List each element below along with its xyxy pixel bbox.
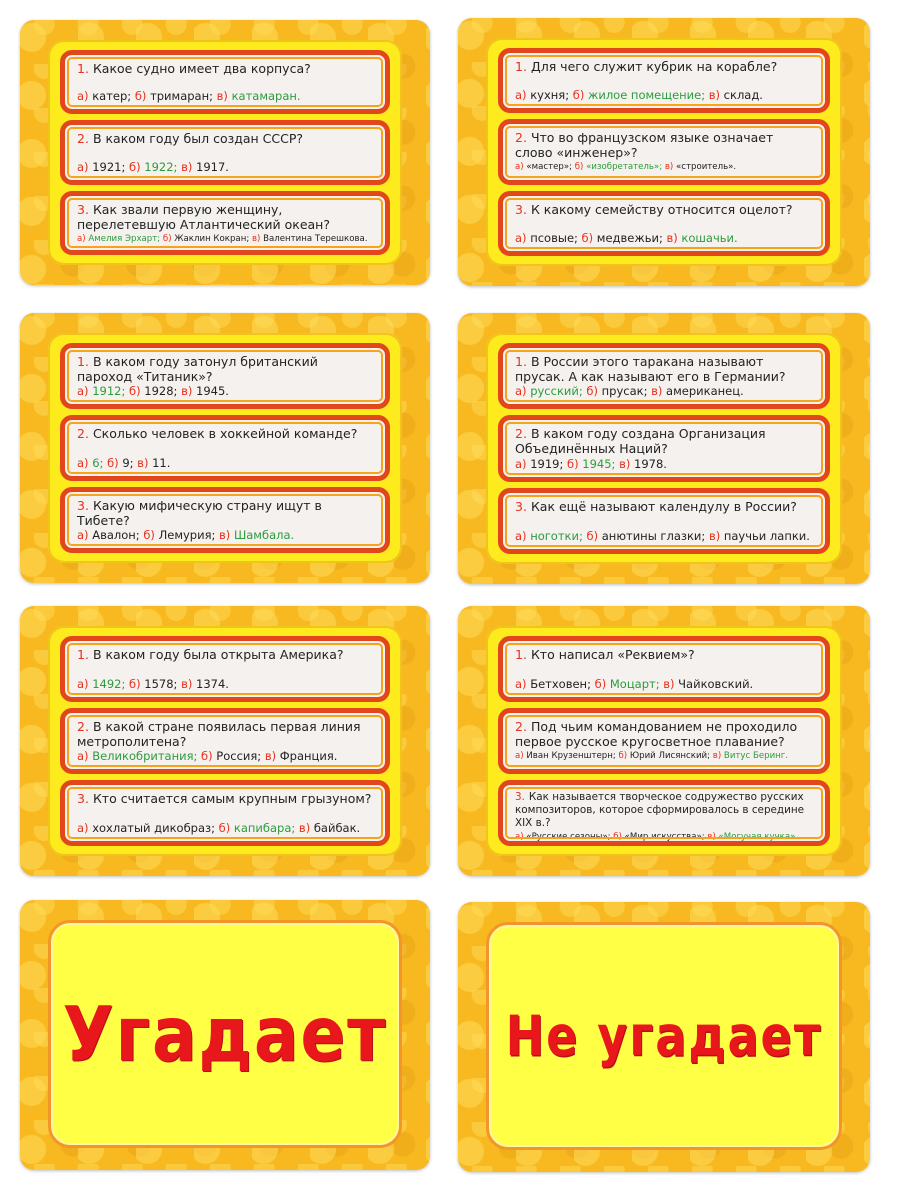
answers-line xyxy=(77,232,373,246)
answers-line xyxy=(77,528,373,542)
question-number: 1. xyxy=(515,354,527,369)
question-box xyxy=(60,636,390,702)
answer-letter: б) xyxy=(201,749,213,763)
answer-option: хохлатый дикобраз; xyxy=(92,821,215,835)
answer-letter: а) xyxy=(515,384,527,399)
answers-line xyxy=(77,384,373,398)
answer-letter: в) xyxy=(251,233,261,244)
answers-line xyxy=(515,88,813,102)
answer-letter: а) xyxy=(515,162,524,173)
question-number: 2. xyxy=(515,130,527,146)
question-text-line xyxy=(77,131,373,146)
answers-line xyxy=(515,749,813,763)
guess-card-inner xyxy=(48,920,402,1148)
question-text: Какую мифическую страну ищут в Тибете? xyxy=(77,498,322,528)
answer-option: Иван Крузенштерн; xyxy=(526,751,616,761)
answer-letter: в) xyxy=(712,751,722,761)
answer-option: «Русские сезоны»; xyxy=(526,832,611,842)
correct-answer: Великобритания; xyxy=(92,749,198,763)
answer-letter: а) xyxy=(77,89,89,104)
answer-letter: б) xyxy=(162,233,172,244)
question-number: 3. xyxy=(515,498,527,514)
no-guess-card-inner xyxy=(486,922,842,1150)
correct-answer: жилое помещение; xyxy=(587,88,706,103)
question-number: 2. xyxy=(77,426,89,441)
answer-option: 1919; xyxy=(530,456,564,471)
question-box xyxy=(498,48,830,113)
question-text-line xyxy=(77,719,373,749)
correct-answer: Амелия Эрхарт; xyxy=(88,233,161,244)
answer-letter: в) xyxy=(666,230,678,245)
question-text: Под чьим командованием не проходило первое русское кругосветное плавание? xyxy=(515,719,798,749)
answer-letter: в) xyxy=(181,159,193,174)
answer-option: Жаклин Кокран; xyxy=(174,233,250,244)
answers-line xyxy=(515,384,813,398)
answer-option: «мастер»; xyxy=(526,162,572,173)
question-box xyxy=(60,487,390,553)
correct-answer: катамаран. xyxy=(231,89,301,104)
question-number: 1. xyxy=(77,354,89,369)
answer-letter: а) xyxy=(515,456,527,471)
answer-option: байбак. xyxy=(313,821,361,835)
correct-answer: кошачьи. xyxy=(681,230,738,245)
question-text-line xyxy=(515,426,813,456)
question-number: 1. xyxy=(515,647,527,662)
correct-answer: Витус Беринг. xyxy=(723,751,789,761)
answer-letter: б) xyxy=(129,384,141,398)
answer-option: 1578; xyxy=(144,677,178,691)
question-text: В каком году была открыта Америка? xyxy=(92,647,344,662)
question-box xyxy=(60,708,390,774)
answer-option: анютины глазки; xyxy=(601,528,706,543)
answer-letter: а) xyxy=(515,528,527,543)
question-text-line xyxy=(77,202,373,232)
answer-option: склад. xyxy=(723,88,763,103)
question-text-line xyxy=(77,354,373,384)
answer-option: «Мир искусства»; xyxy=(624,832,705,842)
answer-option: прусак; xyxy=(601,384,648,399)
question-text: В России этого таракана называют прусак. А как называют его в Германии? xyxy=(515,354,786,384)
answer-letter: в) xyxy=(619,456,631,471)
answer-letter: а) xyxy=(77,528,89,542)
answers-line xyxy=(515,677,813,691)
question-text-line xyxy=(77,426,373,441)
answer-letter: а) xyxy=(77,233,86,244)
question-number: 3. xyxy=(77,498,89,513)
answer-letter: в) xyxy=(181,677,193,691)
answer-letter: б) xyxy=(129,159,141,174)
card-inner xyxy=(486,333,842,564)
question-card-5 xyxy=(20,606,430,876)
answer-letter: б) xyxy=(586,528,599,543)
answer-option: «строитель». xyxy=(676,162,737,173)
no-guess-card xyxy=(458,902,870,1172)
question-box xyxy=(60,120,390,184)
answer-letter: б) xyxy=(134,89,147,104)
correct-answer: Моцарт; xyxy=(609,677,660,691)
answers-line xyxy=(77,456,373,470)
answer-option: псовые; xyxy=(530,230,578,245)
answer-letter: в) xyxy=(708,88,721,103)
answer-option: 11. xyxy=(152,456,171,470)
answer-option: 1928; xyxy=(144,384,178,398)
correct-answer: 1912; xyxy=(92,384,126,398)
answer-letter: а) xyxy=(77,159,89,174)
question-box xyxy=(498,119,830,184)
answer-letter: в) xyxy=(219,528,231,542)
question-number: 3. xyxy=(515,201,527,217)
question-text: В каком году затонул британский пароход «Титаник»? xyxy=(77,354,318,384)
question-text: К какому семейству относится оцелот? xyxy=(530,201,793,217)
question-text-line xyxy=(515,59,813,74)
question-card-2 xyxy=(458,18,870,286)
question-number: 3. xyxy=(515,791,525,803)
answer-option: 1945. xyxy=(196,384,229,398)
answer-letter: в) xyxy=(181,384,193,398)
question-number: 3. xyxy=(77,201,89,217)
card-inner xyxy=(486,38,842,266)
answer-option: Авалон; xyxy=(92,528,140,542)
question-text-line xyxy=(77,498,373,528)
correct-answer: 1492; xyxy=(92,677,126,691)
answer-option: медвежьи; xyxy=(596,230,663,245)
question-box xyxy=(60,343,390,409)
answer-letter: а) xyxy=(515,230,527,245)
question-text-line xyxy=(77,647,373,662)
answer-letter: в) xyxy=(298,821,311,835)
question-card-3 xyxy=(20,313,430,583)
question-box xyxy=(498,488,830,554)
answers-line xyxy=(515,529,813,543)
question-number: 2. xyxy=(77,131,89,147)
answer-option: паучьи лапки. xyxy=(723,528,810,543)
answer-letter: в) xyxy=(137,456,149,470)
answer-option: 1978. xyxy=(634,456,667,471)
question-number: 2. xyxy=(515,719,527,734)
answer-letter: а) xyxy=(77,749,89,763)
question-number: 1. xyxy=(77,647,89,662)
question-box xyxy=(60,50,390,114)
question-text-line xyxy=(515,130,813,160)
answer-letter: б) xyxy=(572,88,585,103)
answers-line xyxy=(515,457,813,471)
card-inner xyxy=(486,626,842,856)
correct-answer: русский; xyxy=(530,384,583,399)
answer-letter: в) xyxy=(651,384,663,399)
answer-option: Чайковский. xyxy=(678,677,754,691)
question-text-line xyxy=(515,499,813,514)
answer-letter: б) xyxy=(143,528,155,542)
question-text: Кто считается самым крупным грызуном? xyxy=(92,791,372,806)
question-card-4 xyxy=(458,313,870,584)
answer-letter: в) xyxy=(663,677,675,691)
answer-option: 1374. xyxy=(196,677,229,691)
answer-option: американец. xyxy=(666,384,744,399)
answer-letter: б) xyxy=(129,677,141,691)
question-text-line xyxy=(515,354,813,384)
answer-letter: б) xyxy=(567,456,579,471)
answer-letter: б) xyxy=(613,832,622,842)
answer-letter: в) xyxy=(264,749,277,763)
correct-answer: 1945; xyxy=(582,456,616,471)
question-text: Для чего служит кубрик на корабле? xyxy=(530,59,778,74)
question-number: 2. xyxy=(77,719,89,734)
question-number: 2. xyxy=(515,426,527,442)
question-box xyxy=(498,191,830,256)
answer-letter: в) xyxy=(708,528,721,543)
question-text-line xyxy=(77,61,373,76)
question-box xyxy=(60,415,390,481)
question-text: Как ещё называют календулу в России? xyxy=(530,498,797,514)
answer-letter: б) xyxy=(218,821,231,835)
question-number: 1. xyxy=(515,59,527,74)
answer-letter: в) xyxy=(216,89,228,104)
question-text: В каком году создана Организация Объединённых Наций? xyxy=(515,426,766,457)
correct-answer: ноготки; xyxy=(530,528,583,543)
answer-letter: а) xyxy=(515,88,527,103)
correct-answer: Шамбала. xyxy=(233,528,295,542)
answer-letter: а) xyxy=(515,677,527,691)
answer-option: Лемурия; xyxy=(158,528,216,542)
question-card-6 xyxy=(458,606,870,876)
answer-letter: а) xyxy=(77,677,89,691)
question-text: Как звали первую женщину, перелетевшую Атлантический океан? xyxy=(77,201,330,232)
answer-letter: б) xyxy=(586,384,598,399)
correct-answer: 1922; xyxy=(144,159,178,174)
answers-line xyxy=(77,677,373,691)
card-inner xyxy=(48,333,402,563)
question-number: 3. xyxy=(77,791,89,806)
correct-answer: капибара; xyxy=(233,821,296,835)
question-box xyxy=(498,708,830,774)
answers-line xyxy=(515,160,813,174)
answer-letter: б) xyxy=(618,751,628,761)
answers-line xyxy=(77,749,373,763)
question-box xyxy=(60,191,390,255)
answers-line xyxy=(515,830,813,844)
answer-letter: б) xyxy=(107,456,119,470)
answer-letter: а) xyxy=(515,832,524,842)
question-box xyxy=(498,343,830,409)
answer-letter: а) xyxy=(77,456,89,470)
question-text-line xyxy=(77,791,373,806)
answer-letter: б) xyxy=(574,162,584,173)
answer-letter: в) xyxy=(664,162,674,173)
correct-answer: «изобретатель»; xyxy=(586,162,663,173)
answer-letter: а) xyxy=(77,384,89,398)
answer-option: 1917. xyxy=(196,159,229,174)
correct-answer: 6; xyxy=(92,456,104,470)
answer-option: 1921; xyxy=(92,159,126,174)
question-text-line xyxy=(515,202,813,217)
guess-label: Угадает xyxy=(62,989,388,1079)
answer-letter: б) xyxy=(594,677,607,691)
question-box xyxy=(60,780,390,846)
answer-option: тримаран; xyxy=(150,89,213,104)
answer-option: Россия; xyxy=(216,749,262,763)
card-inner xyxy=(48,40,402,265)
answer-option: 9; xyxy=(122,456,134,470)
question-card-1 xyxy=(20,20,430,285)
question-text: Как называется творческое содружество русских композиторов, которое сформировалось в середине XIX в.? xyxy=(515,791,805,829)
answers-line xyxy=(515,231,813,245)
answer-option: Валентина Терешкова. xyxy=(263,233,368,244)
question-box xyxy=(498,636,830,702)
answer-option: катер; xyxy=(92,89,132,104)
answer-letter: а) xyxy=(77,821,89,835)
question-text-line xyxy=(515,791,813,830)
question-text: Сколько человек в хоккейной команде? xyxy=(92,426,358,441)
correct-answer: «Могучая кучка». xyxy=(718,832,799,842)
answer-letter: б) xyxy=(581,230,594,245)
question-box xyxy=(498,415,830,481)
answer-letter: в) xyxy=(707,832,716,842)
answer-option: Франция. xyxy=(279,749,338,763)
answers-line xyxy=(77,160,373,174)
answer-option: Юрий Лисянский; xyxy=(629,751,711,761)
question-text-line xyxy=(515,719,813,749)
question-text: Какое судно имеет два корпуса? xyxy=(92,61,311,76)
question-text: Что во французском языке означает слово «инженер»? xyxy=(515,130,774,161)
question-text: В каком году был создан СССР? xyxy=(92,131,304,147)
no-guess-label: Не угадает xyxy=(505,1003,823,1069)
answers-line xyxy=(77,89,373,103)
question-number: 1. xyxy=(77,61,89,76)
question-text: В какой стране появилась первая линия метрополитена? xyxy=(77,719,361,749)
question-box xyxy=(498,780,830,846)
guess-card xyxy=(20,900,430,1170)
answers-line xyxy=(77,821,373,835)
answer-option: Бетховен; xyxy=(530,677,591,691)
answer-option: кухня; xyxy=(530,88,570,103)
card-inner xyxy=(48,626,402,856)
question-text: Кто написал «Реквием»? xyxy=(530,647,695,662)
answer-letter: а) xyxy=(515,751,524,761)
question-text-line xyxy=(515,647,813,662)
